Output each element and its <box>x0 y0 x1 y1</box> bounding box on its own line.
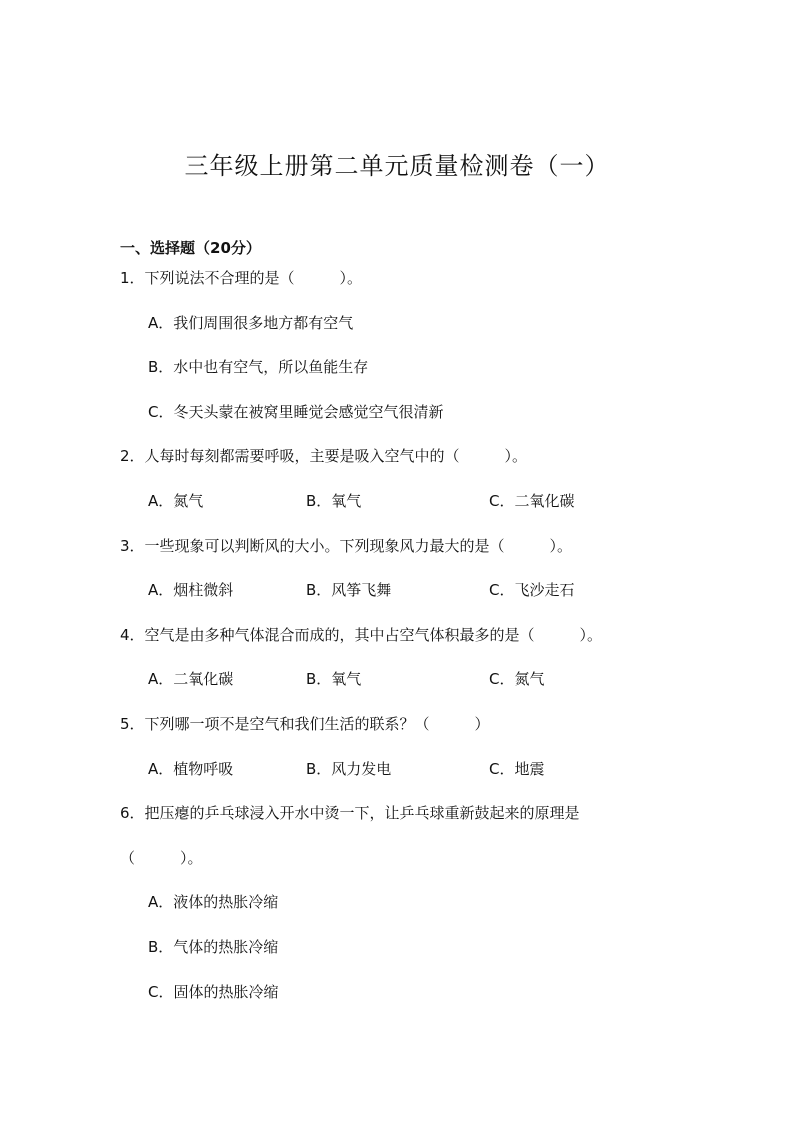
question-4-option-c: C．氮气 <box>489 670 545 688</box>
question-1-option-a: A．我们周围很多地方都有空气 <box>148 314 354 332</box>
question-6-option-a: A．液体的热胀冷缩 <box>148 893 279 911</box>
question-6-option-c: C．固体的热胀冷缩 <box>148 983 279 1001</box>
question-2-option-a: A．氮气 <box>148 492 204 510</box>
question-5-option-b: B．风力发电 <box>306 760 392 778</box>
question-4-option-b: B．氧气 <box>306 670 362 688</box>
question-2-stem: 2．人每时每刻都需要呼吸，主要是吸入空气中的（ ）。 <box>120 447 528 465</box>
question-1-stem: 1．下列说法不合理的是（ ）。 <box>120 269 363 287</box>
question-6-stem: 6．把压瘪的乒乓球浸入开水中烫一下，让乒乓球重新鼓起来的原理是 <box>120 804 580 822</box>
question-1-option-b: B．水中也有空气，所以鱼能生存 <box>148 358 369 376</box>
question-5-option-a: A．植物呼吸 <box>148 760 234 778</box>
question-5-stem: 5．下列哪一项不是空气和我们生活的联系？（ ） <box>120 715 490 733</box>
question-2-option-b: B．氧气 <box>306 492 362 510</box>
page-title: 三年级上册第二单元质量检测卷（一） <box>184 152 610 180</box>
question-4-option-a: A．二氧化碳 <box>148 670 234 688</box>
question-3-option-c: C．飞沙走石 <box>489 581 575 599</box>
question-5-option-c: C．地震 <box>489 760 545 778</box>
question-1-option-c: C．冬天头蒙在被窝里睡觉会感觉空气很清新 <box>148 403 444 421</box>
question-3-option-b: B．风筝飞舞 <box>306 581 392 599</box>
question-6-option-b: B．气体的热胀冷缩 <box>148 938 279 956</box>
question-3-option-a: A．烟柱微斜 <box>148 581 234 599</box>
question-4-stem: 4．空气是由多种气体混合而成的，其中占空气体积最多的是（ ）。 <box>120 626 603 644</box>
question-3-stem: 3．一些现象可以判断风的大小。下列现象风力最大的是（ ）。 <box>120 537 573 555</box>
section-heading: 一、选择题（20分） <box>120 239 261 257</box>
question-6-stem-continued: （ ）。 <box>120 849 203 867</box>
question-2-option-c: C．二氧化碳 <box>489 492 575 510</box>
